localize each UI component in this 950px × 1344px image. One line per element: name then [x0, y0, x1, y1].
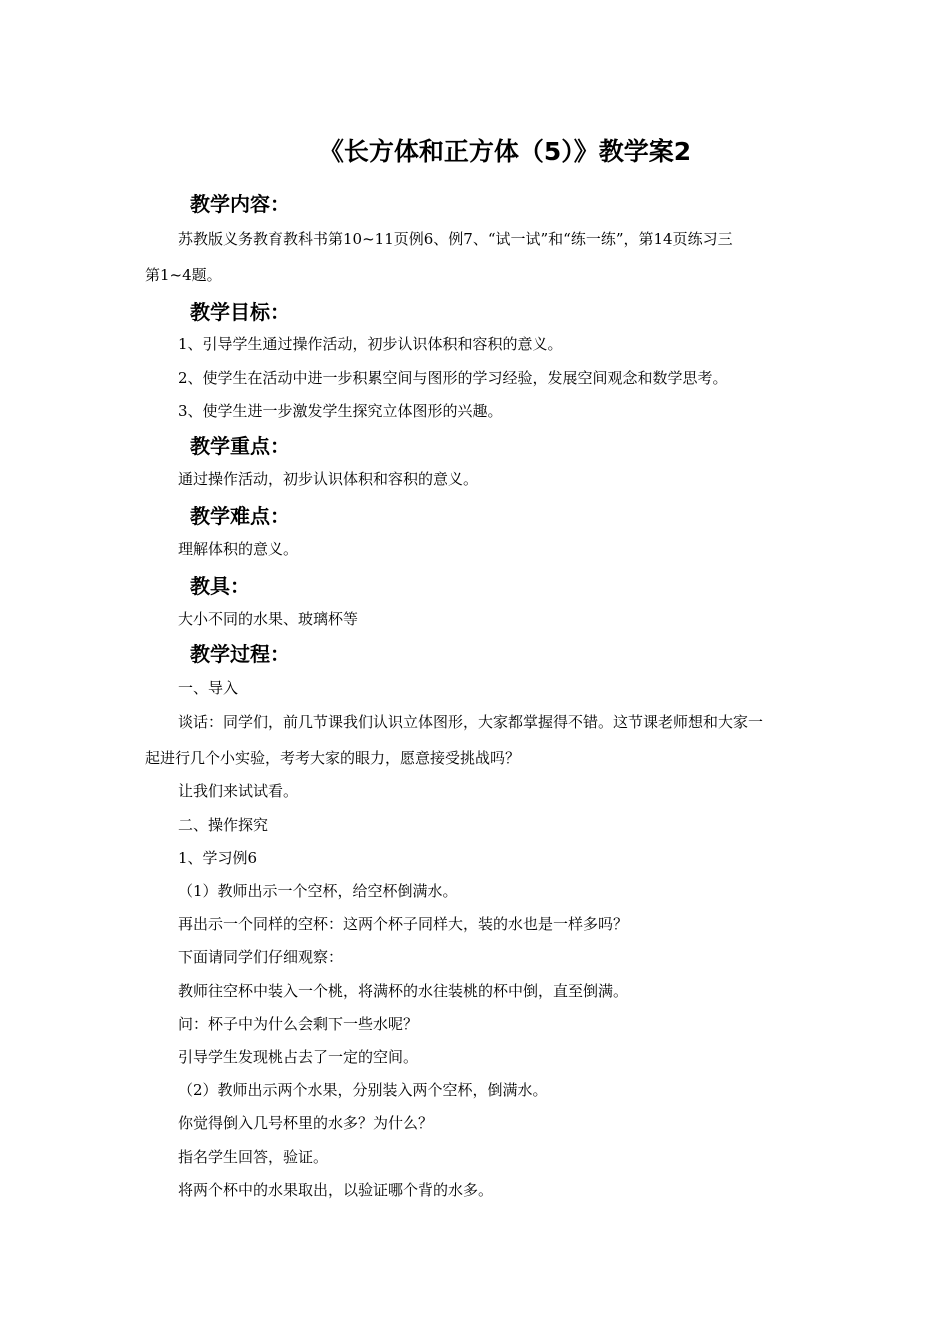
process-line-14: 你觉得倒入几号杯里的水多？为什么？	[178, 1114, 434, 1132]
process-line-13: （2）教师出示两个水果，分别装入两个空杯，倒满水。	[178, 1081, 548, 1099]
tools-line-1: 大小不同的水果、玻璃杯等	[178, 610, 359, 628]
difficulty-line-1: 理解体积的意义。	[178, 540, 299, 558]
goal-line-1: 1、引导学生通过操作活动，初步认识体积和容积的意义。	[178, 335, 563, 353]
section-heading-goals: 教学目标：	[190, 300, 290, 324]
section-heading-key-points: 教学重点：	[190, 434, 290, 458]
process-line-9: 下面请同学们仔细观察：	[178, 948, 344, 966]
goal-line-2: 2、使学生在活动中进一步积累空间与图形的学习经验，发展空间观念和数学思考。	[178, 369, 728, 387]
process-line-8: 再出示一个同样的空杯：这两个杯子同样大，装的水也是一样多吗？	[178, 915, 629, 933]
document-title: 《长方体和正方体（5）》教学案2	[318, 137, 692, 166]
process-line-7: （1）教师出示一个空杯，给空杯倒满水。	[178, 882, 458, 900]
process-line-12: 引导学生发现桃占去了一定的空间。	[178, 1048, 419, 1066]
process-line-11: 问：杯子中为什么会剩下一些水呢？	[178, 1015, 419, 1033]
process-line-10: 教师往空杯中装入一个桃，将满杯的水往装桃的杯中倒，直至倒满。	[178, 982, 629, 1000]
process-line-4: 让我们来试试看。	[178, 782, 299, 800]
content-line-1: 苏教版义务教育教科书第10~11页例6、例7、“试一试”和“练一练”，第14页练习三	[178, 230, 733, 248]
section-heading-content: 教学内容：	[190, 192, 290, 216]
goal-line-3: 3、使学生进一步激发学生探究立体图形的兴趣。	[178, 402, 503, 420]
process-line-15: 指名学生回答，验证。	[178, 1148, 329, 1166]
process-line-5: 二、操作探究	[178, 816, 269, 834]
process-line-16: 将两个杯中的水果取出，以验证哪个背的水多。	[178, 1181, 494, 1199]
process-line-6: 1、学习例6	[178, 849, 258, 867]
key-point-line-1: 通过操作活动，初步认识体积和容积的意义。	[178, 470, 479, 488]
content-line-2: 第1~4题。	[145, 266, 222, 284]
section-heading-tools: 教具：	[190, 574, 250, 598]
section-heading-difficulties: 教学难点：	[190, 504, 290, 528]
process-line-3: 起进行几个小实验，考考大家的眼力，愿意接受挑战吗？	[145, 749, 521, 767]
process-line-1: 一、导入	[178, 679, 239, 697]
process-line-2: 谈话：同学们，前几节课我们认识立体图形，大家都掌握得不错。这节课老师想和大家一	[178, 713, 764, 731]
section-heading-process: 教学过程：	[190, 642, 290, 666]
